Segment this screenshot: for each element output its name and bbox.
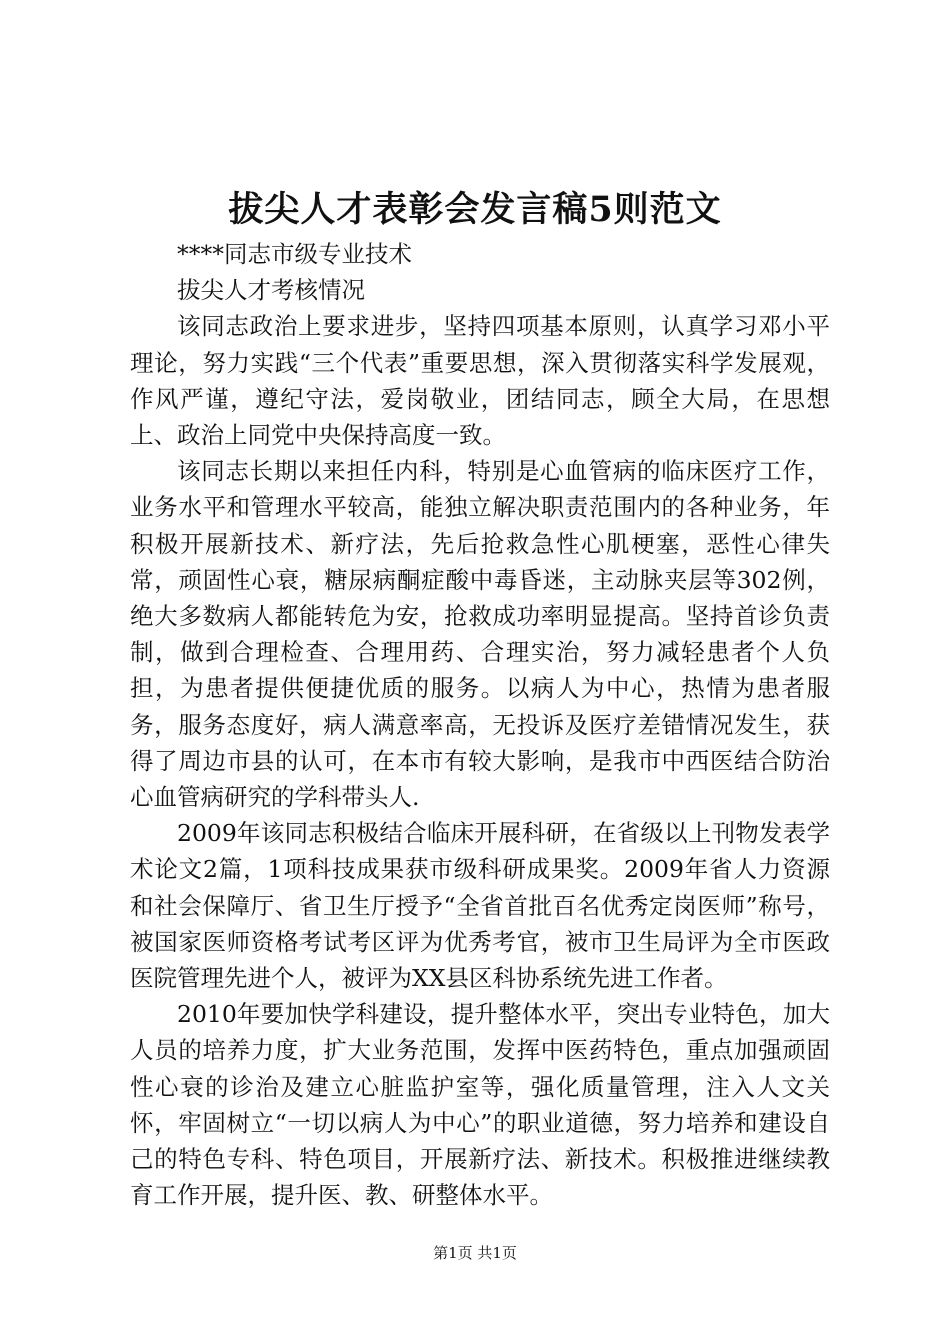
paragraph-subject: ****同志市级专业技术 (177, 240, 412, 268)
paragraph-political: 该同志政治上要求进步，坚持四项基本原则，认真学习邓小平理论，努力实践“三个代表”重要思想，深入贯彻落实科学发展观，作风严谨，遵纪守法，爱岗敬业，团结同志，顾全大局，在思想上、政治上同党中央保持高度一致。 (130, 312, 830, 450)
paragraph-research: 2009年该同志积极结合临床开展科研，在省级以上刊物发表学术论文2篇，1项科技成果获市级科研成果奖。2009年省人力资源和社会保障厅、省卫生厅授予“全省首批百名优秀定岗医师”称号，被国家医师资格考试考区评为优秀考官，被市卫生局评为全市医政医院管理先进个人，被评为XX县区科协系统先进工作者。 (130, 819, 830, 993)
page-number-footer: 第1页 共1页 (433, 1244, 517, 1262)
paragraph-heading: 拔尖人才考核情况 (177, 276, 365, 305)
paragraph-plan: 2010年要加快学科建设，提升整体水平，突出专业特色，加大人员的培养力度，扩大业务范围，发挥中医药特色，重点加强顽固性心衰的诊治及建立心脏监护室等，强化质量管理，注入人文关怀，牢固树立“一切以病人为中心”的职业道德，努力培养和建设自己的特色专科、特色项目，开展新疗法、新技术。积极推进继续教育工作开展，提升医、教、研整体水平。 (130, 1000, 830, 1210)
document-title: 拔尖人才表彰会发言稿5则范文 (228, 189, 722, 230)
document-body (130, 236, 830, 1213)
paragraph-clinical: 该同志长期以来担任内科，特别是心血管病的临床医疗工作，业务水平和管理水平较高，能独立解决职责范围内的各种业务，年积极开展新技术、新疗法，先后抢救急性心肌梗塞，恶性心律失常，顽固性心衰，糖尿病酮症酸中毒昏迷，主动脉夹层等302例，绝大多数病人都能转危为安，抢救成功率明显提高。坚持首诊负责制，做到合理检查、合理用药、合理实治，努力减轻患者个人负担，为患者提供便捷优质的服务。以病人为中心，热情为患者服务，服务态度好，病人满意率高，无投诉及医疗差错情况发生，获得了周边市县的认可，在本市有较大影响，是我市中西医结合防治心血管病研究的学科带头人. (130, 457, 830, 812)
